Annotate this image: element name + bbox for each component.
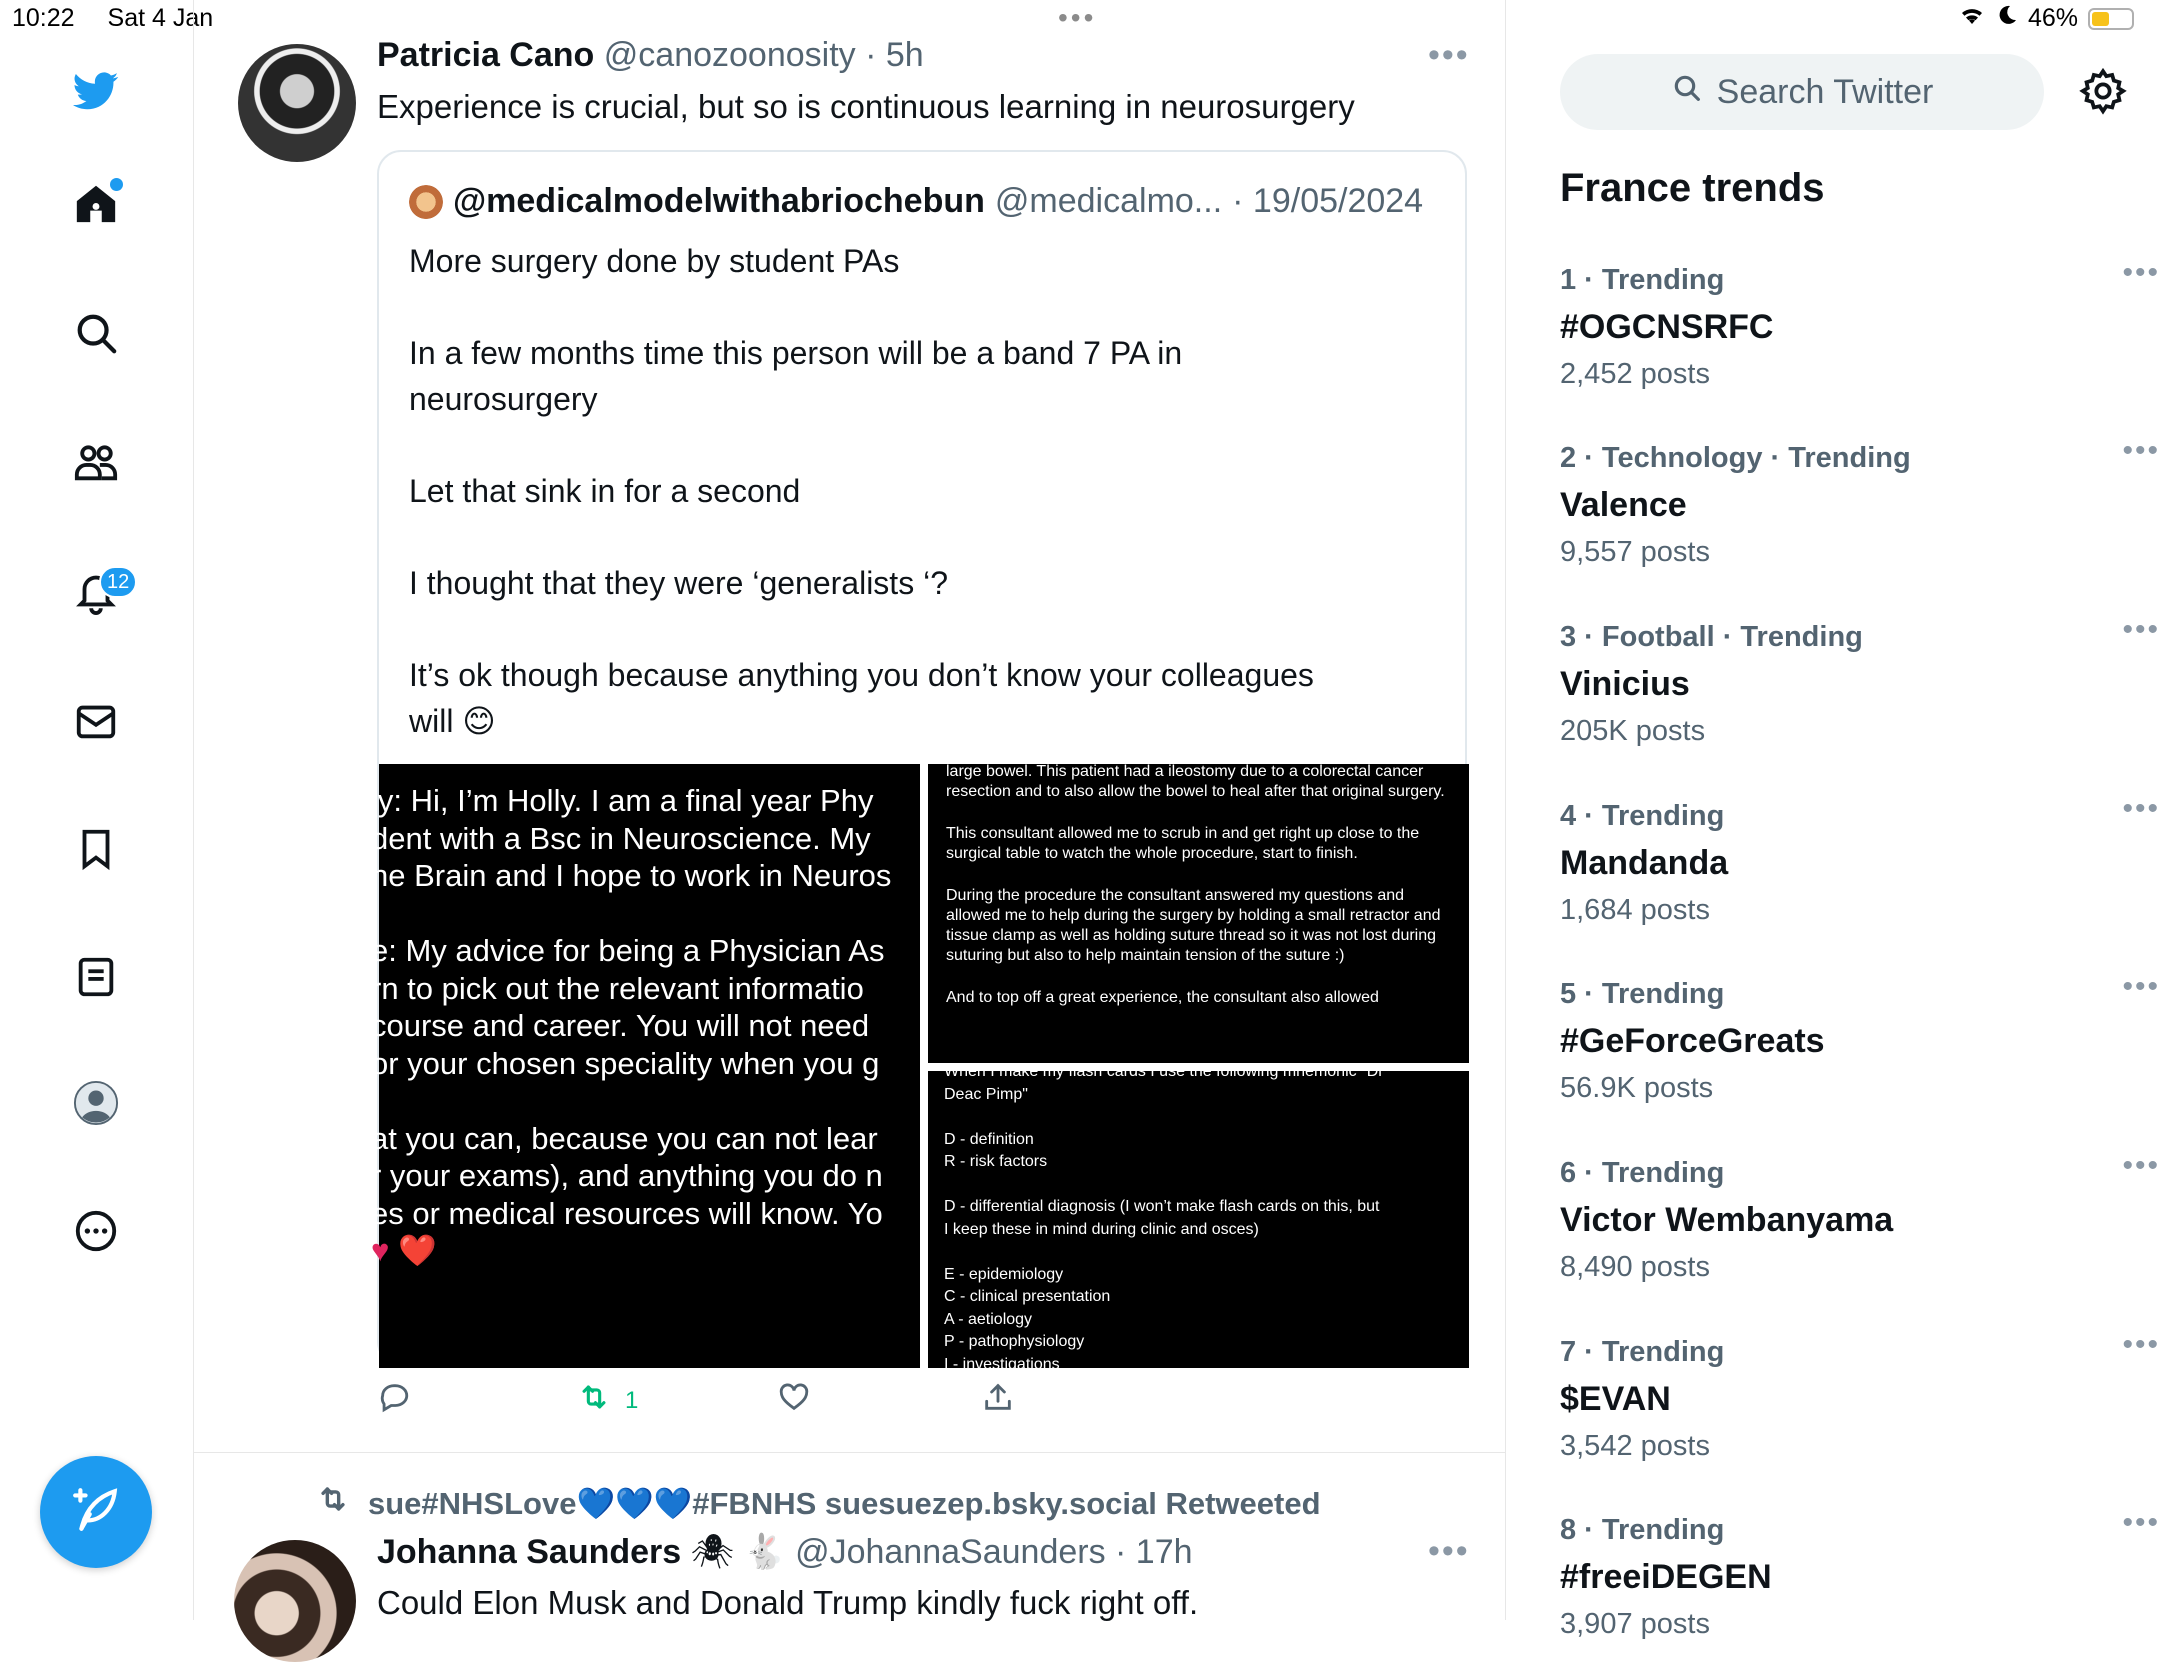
trend-more-icon[interactable]: ••• (2122, 1328, 2160, 1361)
quote-author-handle: @medicalmo... (994, 182, 1223, 220)
profile-icon[interactable] (61, 1068, 131, 1138)
multitasking-dots[interactable]: ••• (1058, 2, 1097, 33)
trend-meta: 6 · Trending (1560, 1157, 1725, 1189)
quote-header (409, 182, 1423, 221)
trend-name: #OGCNSRFC (1560, 308, 1774, 346)
image-text-line: or your chosen speciality when you g (371, 1045, 880, 1081)
quote-avatar (409, 185, 443, 219)
share-icon (981, 1380, 1015, 1421)
trend-item[interactable] (1560, 792, 2160, 970)
trend-meta: 7 · Trending (1560, 1336, 1725, 1368)
trend-name: Valence (1560, 486, 1687, 524)
tweet-more-icon[interactable]: ••• (1428, 1532, 1470, 1570)
image-text-line: A - aetiology (944, 1310, 1033, 1328)
nav-rail (0, 0, 194, 1620)
avatar[interactable] (238, 44, 356, 162)
retweet-button[interactable] (577, 1380, 638, 1421)
quote-line (409, 606, 1439, 652)
trend-more-icon[interactable]: ••• (2122, 613, 2160, 646)
trend-post-count: 8,490 posts (1560, 1251, 1710, 1283)
quote-date: · 19/05/2024 (1232, 182, 1424, 220)
image-text-line (371, 895, 920, 933)
trend-meta: 4 · Trending (1560, 800, 1725, 832)
quote-text (409, 238, 1439, 744)
trends-title: France trends (1560, 166, 1825, 210)
reply-button[interactable] (377, 1380, 411, 1421)
image-paragraph: And to top off a great experience, the consultant also allowed (946, 989, 1379, 1006)
image-text-line: r your exams), and anything you do n (371, 1158, 883, 1193)
battery-percent: 46% (2027, 4, 2078, 32)
trend-post-count: 205K posts (1560, 715, 1706, 747)
image-text-line: D - differential diagnosis (I won’t make flash cards on this, but (944, 1198, 1380, 1215)
status-time: 10:22 (12, 4, 75, 32)
image-text-line: dent with a Bsc in Neuroscience. My (371, 820, 871, 856)
trend-more-icon[interactable]: ••• (2122, 1506, 2160, 1539)
quote-line: neurosurgery (409, 381, 598, 417)
quote-line (409, 514, 1439, 560)
reply-icon (377, 1380, 411, 1421)
search-icon (1671, 72, 1703, 113)
tweet-divider (194, 1452, 1506, 1453)
battery-icon (2088, 8, 2134, 30)
image-text-line (371, 1082, 920, 1120)
quote-line: More surgery done by student PAs (409, 243, 900, 279)
image-text-line: ly: Hi, I’m Holly. I am a final year Phy (371, 783, 874, 818)
trend-meta: 1 · Trending (1560, 264, 1725, 296)
trend-meta: 5 · Trending (1560, 978, 1725, 1010)
trend-name: #freeiDEGEN (1560, 1558, 1772, 1596)
bookmark-icon[interactable] (61, 814, 131, 884)
tweet-time[interactable]: · 5h (865, 36, 924, 74)
image-paragraph: This consultant allowed me to scrub in and get right up close to the surgical table to watch the whole procedure, start to finish. (946, 825, 1420, 862)
tweet-text: Could Elon Musk and Donald Trump kindly fuck right off. (377, 1584, 1199, 1621)
trend-name: $EVAN (1560, 1380, 1671, 1418)
tweet-more-icon[interactable]: ••• (1428, 36, 1470, 74)
tweet-time[interactable]: · 17h (1115, 1533, 1193, 1571)
retweet-icon (316, 1482, 350, 1524)
avatar[interactable] (234, 1540, 356, 1662)
home-unread-dot (110, 178, 123, 191)
lists-icon[interactable] (61, 942, 131, 1012)
status-date: Sat 4 Jan (107, 4, 214, 32)
trend-name: Victor Wembanyama (1560, 1201, 1894, 1239)
author-handle[interactable]: @canozoonosity (603, 36, 856, 74)
image-text-line: R - risk factors (944, 1153, 1048, 1170)
search-input[interactable] (1560, 54, 2044, 130)
image-text-line: at you can, because you can not lear (371, 1120, 878, 1156)
trend-item[interactable] (1560, 613, 2160, 791)
quote-line: It’s ok though because anything you don’t know your colleagues (409, 657, 1314, 693)
share-button[interactable] (981, 1380, 1015, 1421)
trend-meta: 3 · Football · Trending (1560, 621, 1863, 653)
trend-meta: 8 · Trending (1560, 1514, 1725, 1546)
image-text-line: D - definition (944, 1130, 1034, 1148)
author-name[interactable]: Johanna Saunders (377, 1533, 682, 1571)
like-button[interactable] (777, 1380, 811, 1421)
image-text-line: I - investigations (944, 1355, 1060, 1373)
tweet-header (377, 36, 924, 75)
tweet-actions (377, 1380, 1077, 1430)
author-name[interactable]: Patricia Cano (377, 36, 595, 74)
communities-icon[interactable] (61, 428, 131, 498)
moon-icon (1996, 4, 2018, 33)
image-text-line: I keep these in mind during clinic and osces) (944, 1220, 1259, 1238)
image-text-line (944, 1241, 1451, 1264)
gear-icon[interactable] (2078, 66, 2128, 116)
trend-post-count: 3,542 posts (1560, 1430, 1710, 1462)
trend-more-icon[interactable]: ••• (2122, 792, 2160, 825)
image-text-line: C - clinical presentation (944, 1288, 1111, 1305)
image-text-line: es or medical resources will know. Yo (371, 1195, 883, 1231)
trend-name: Mandanda (1560, 844, 1729, 882)
quote-author-name: @medicalmodelwithabriochebun (453, 182, 985, 220)
wifi-icon (1958, 4, 1986, 33)
image-text-line: ♥ ❤️ (371, 1233, 437, 1268)
search-icon[interactable] (61, 298, 131, 368)
trend-more-icon[interactable]: ••• (2122, 1149, 2160, 1182)
mail-icon[interactable] (61, 686, 131, 756)
retweet-icon (577, 1380, 611, 1421)
search-placeholder: Search Twitter (1716, 72, 1934, 111)
retweeted-by-line[interactable] (316, 1482, 1321, 1524)
author-emoji: 🕷 🐇 (690, 1533, 786, 1571)
image-text-line (944, 1174, 1451, 1197)
twitter-bird-icon[interactable] (61, 56, 131, 126)
image-text-line: When I make my flash cards I use the following mnemonic "Dr (944, 1063, 1384, 1080)
trend-post-count: 56.9K posts (1560, 1072, 1714, 1104)
tweet-header (377, 1532, 1193, 1572)
like-icon (777, 1380, 811, 1421)
trend-item[interactable] (1560, 434, 2160, 612)
tweet-text: Experience is crucial, but so is continuous learning in neurosurgery (377, 88, 1355, 125)
retweeted-by-text: sue#NHSLove💙💙💙#FBNHS suesuezep.bsky.social Retweeted (368, 1485, 1321, 1521)
media-image-top-right[interactable] (928, 764, 1469, 1063)
media-image-bottom-right[interactable] (928, 1063, 1469, 1373)
trend-item[interactable] (1560, 970, 2160, 1148)
status-bar-right (1958, 4, 2134, 33)
image-text-line: he Brain and I hope to work in Neuros (371, 858, 892, 893)
image-text-line (944, 1106, 1451, 1129)
trend-name: #GeForceGreats (1560, 1022, 1825, 1060)
image-text-line: P - pathophysiology (944, 1333, 1085, 1350)
trend-item[interactable] (1560, 1149, 2160, 1327)
timeline-feed[interactable] (194, 0, 1506, 1620)
quote-line: will 😊 (409, 703, 496, 739)
retweet-count: 1 (625, 1386, 639, 1414)
more-circle-icon[interactable] (61, 1196, 131, 1266)
trend-more-icon[interactable]: ••• (2122, 434, 2160, 467)
trend-post-count: 2,452 posts (1560, 358, 1710, 390)
quote-line: I thought that they were ‘generalists ‘? (409, 565, 948, 601)
quote-line: Let that sink in for a second (409, 473, 801, 509)
notifications-badge: 12 (99, 566, 137, 598)
media-grid (371, 763, 1469, 1373)
quote-line: In a few months time this person will be a band 7 PA in (409, 335, 1183, 371)
image-paragraph: large bowel. This patient had a ileostomy due to a colorectal cancer resection and to also allow the bowel to heal after that original surgery. (946, 763, 1445, 800)
trend-item[interactable] (1560, 1328, 2160, 1506)
image-paragraph: During the procedure the consultant answered my questions and allowed me to help during the surgery by holding a small retractor and tissue clamp as well as holding suture thread so it was not lost during suturing but also to help maintain tension of the suture :) (946, 887, 1441, 964)
image-text-line: e: My advice for being a Physician As (371, 933, 885, 968)
quote-line (409, 422, 1439, 468)
trend-name: Vinicius (1560, 665, 1690, 703)
trend-post-count: 1,684 posts (1560, 894, 1710, 926)
trend-more-icon[interactable]: ••• (2122, 256, 2160, 289)
trend-item[interactable] (1560, 1506, 2160, 1640)
trend-post-count: 3,907 posts (1560, 1608, 1710, 1640)
trend-post-count: 9,557 posts (1560, 536, 1710, 568)
trend-meta: 2 · Technology · Trending (1560, 442, 1911, 474)
media-image-left[interactable] (371, 764, 920, 1368)
trend-item[interactable] (1560, 256, 2160, 434)
home-icon[interactable] (61, 168, 131, 238)
quote-line (409, 284, 1439, 330)
image-text-line: Deac Pimp" (944, 1085, 1028, 1103)
trend-more-icon[interactable]: ••• (2122, 970, 2160, 1003)
compose-button[interactable] (40, 1456, 152, 1568)
quoted-tweet[interactable] (371, 150, 1467, 1373)
author-handle[interactable]: @JohannaSaunders (795, 1533, 1106, 1571)
image-text-line: E - epidemiology (944, 1265, 1064, 1283)
compose-icon (71, 1485, 121, 1540)
image-text-line: rn to pick out the relevant informatio (371, 970, 864, 1006)
bell-icon[interactable] (61, 556, 131, 626)
image-text-line: course and career. You will not need (371, 1008, 870, 1043)
